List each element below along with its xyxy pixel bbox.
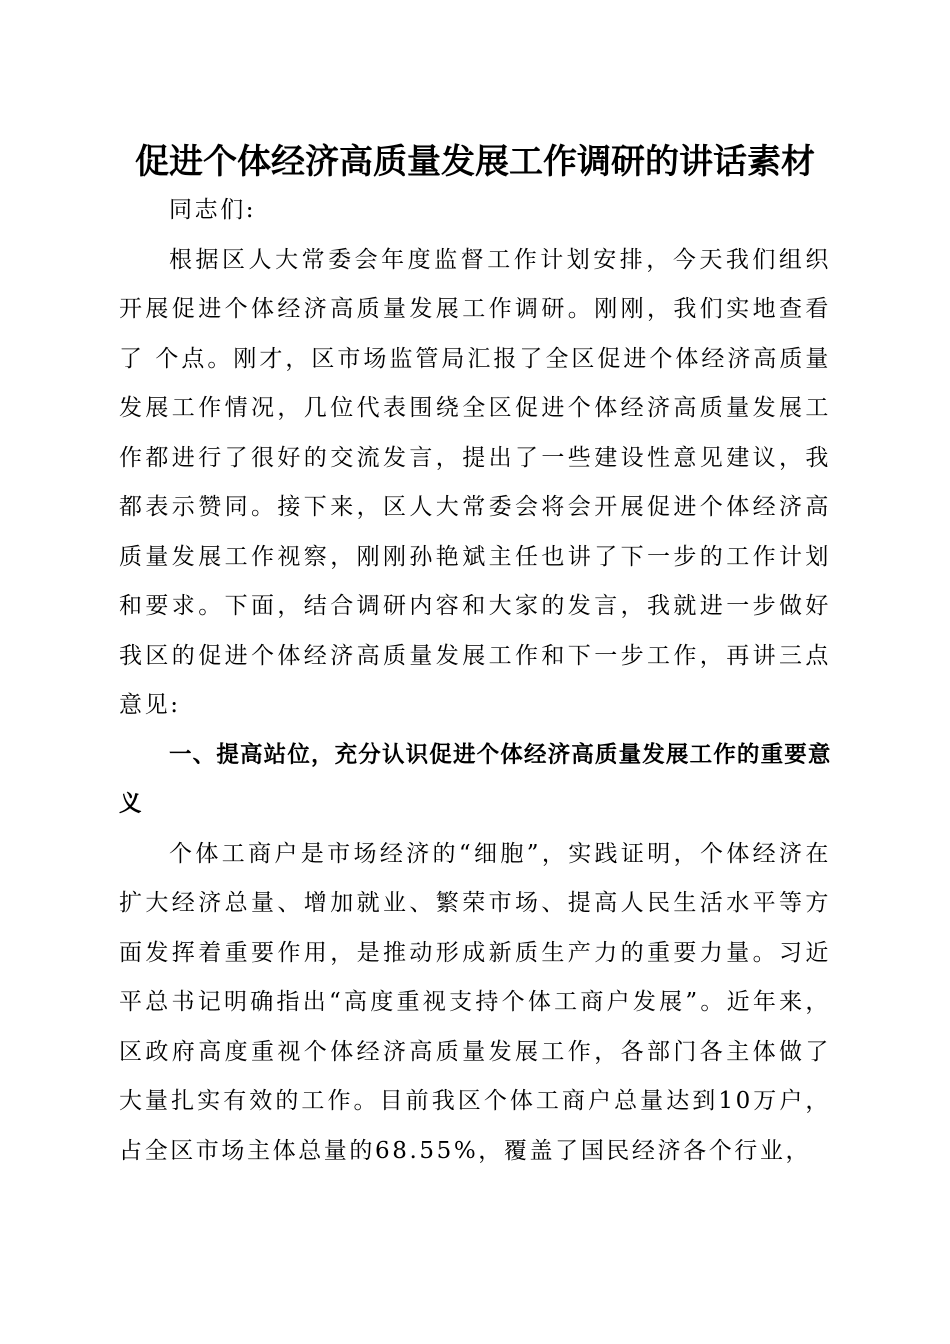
document-body [119, 186, 831, 1176]
paragraph-intro: 根据区人大常委会年度监督工作计划安排，今天我们组织开展促进个体经济高质量发展工作调研。刚刚，我们实地查看了 个点。刚才，区市场监管局汇报了全区促进个体经济高质量发展工作情况，几位代表围绕全区促进个体经济高质量发展工作都进行了很好的交流发言，提出了一些建设性意见建议，我都表示赞同。接下来，区人大常委会将会开展促进个体经济高质量发展工作视察，刚刚孙艳斌主任也讲了下一步的工作计划和要求。下面，结合调研内容和大家的发言，我就进一步做好我区的促进个体经济高质量发展工作和下一步工作，再讲三点意见: [119, 246, 831, 718]
section-heading-1: 一、提高站位，充分认识促进个体经济高质量发展工作的重要意义 [119, 741, 831, 817]
document-title: 促进个体经济高质量发展工作调研的讲话素材 [135, 142, 815, 182]
paragraph-section-1: 个体工商户是市场经济的“细胞”，实践证明，个体经济在扩大经济总量、增加就业、繁荣市场、提高人民生活水平等方面发挥着重要作用，是推动形成新质生产力的重要力量。习近平总书记明确指出“高度重视支持个体工商户发展”。近年来，区政府高度重视个体经济高质量发展工作，各部门各主体做了大量扎实有效的工作。目前我区个体工商户总量达到10万户，占全区市场主体总量的68.55%，覆盖了国民经济各个行业， [119, 840, 831, 1164]
salutation: 同志们: [169, 197, 257, 223]
